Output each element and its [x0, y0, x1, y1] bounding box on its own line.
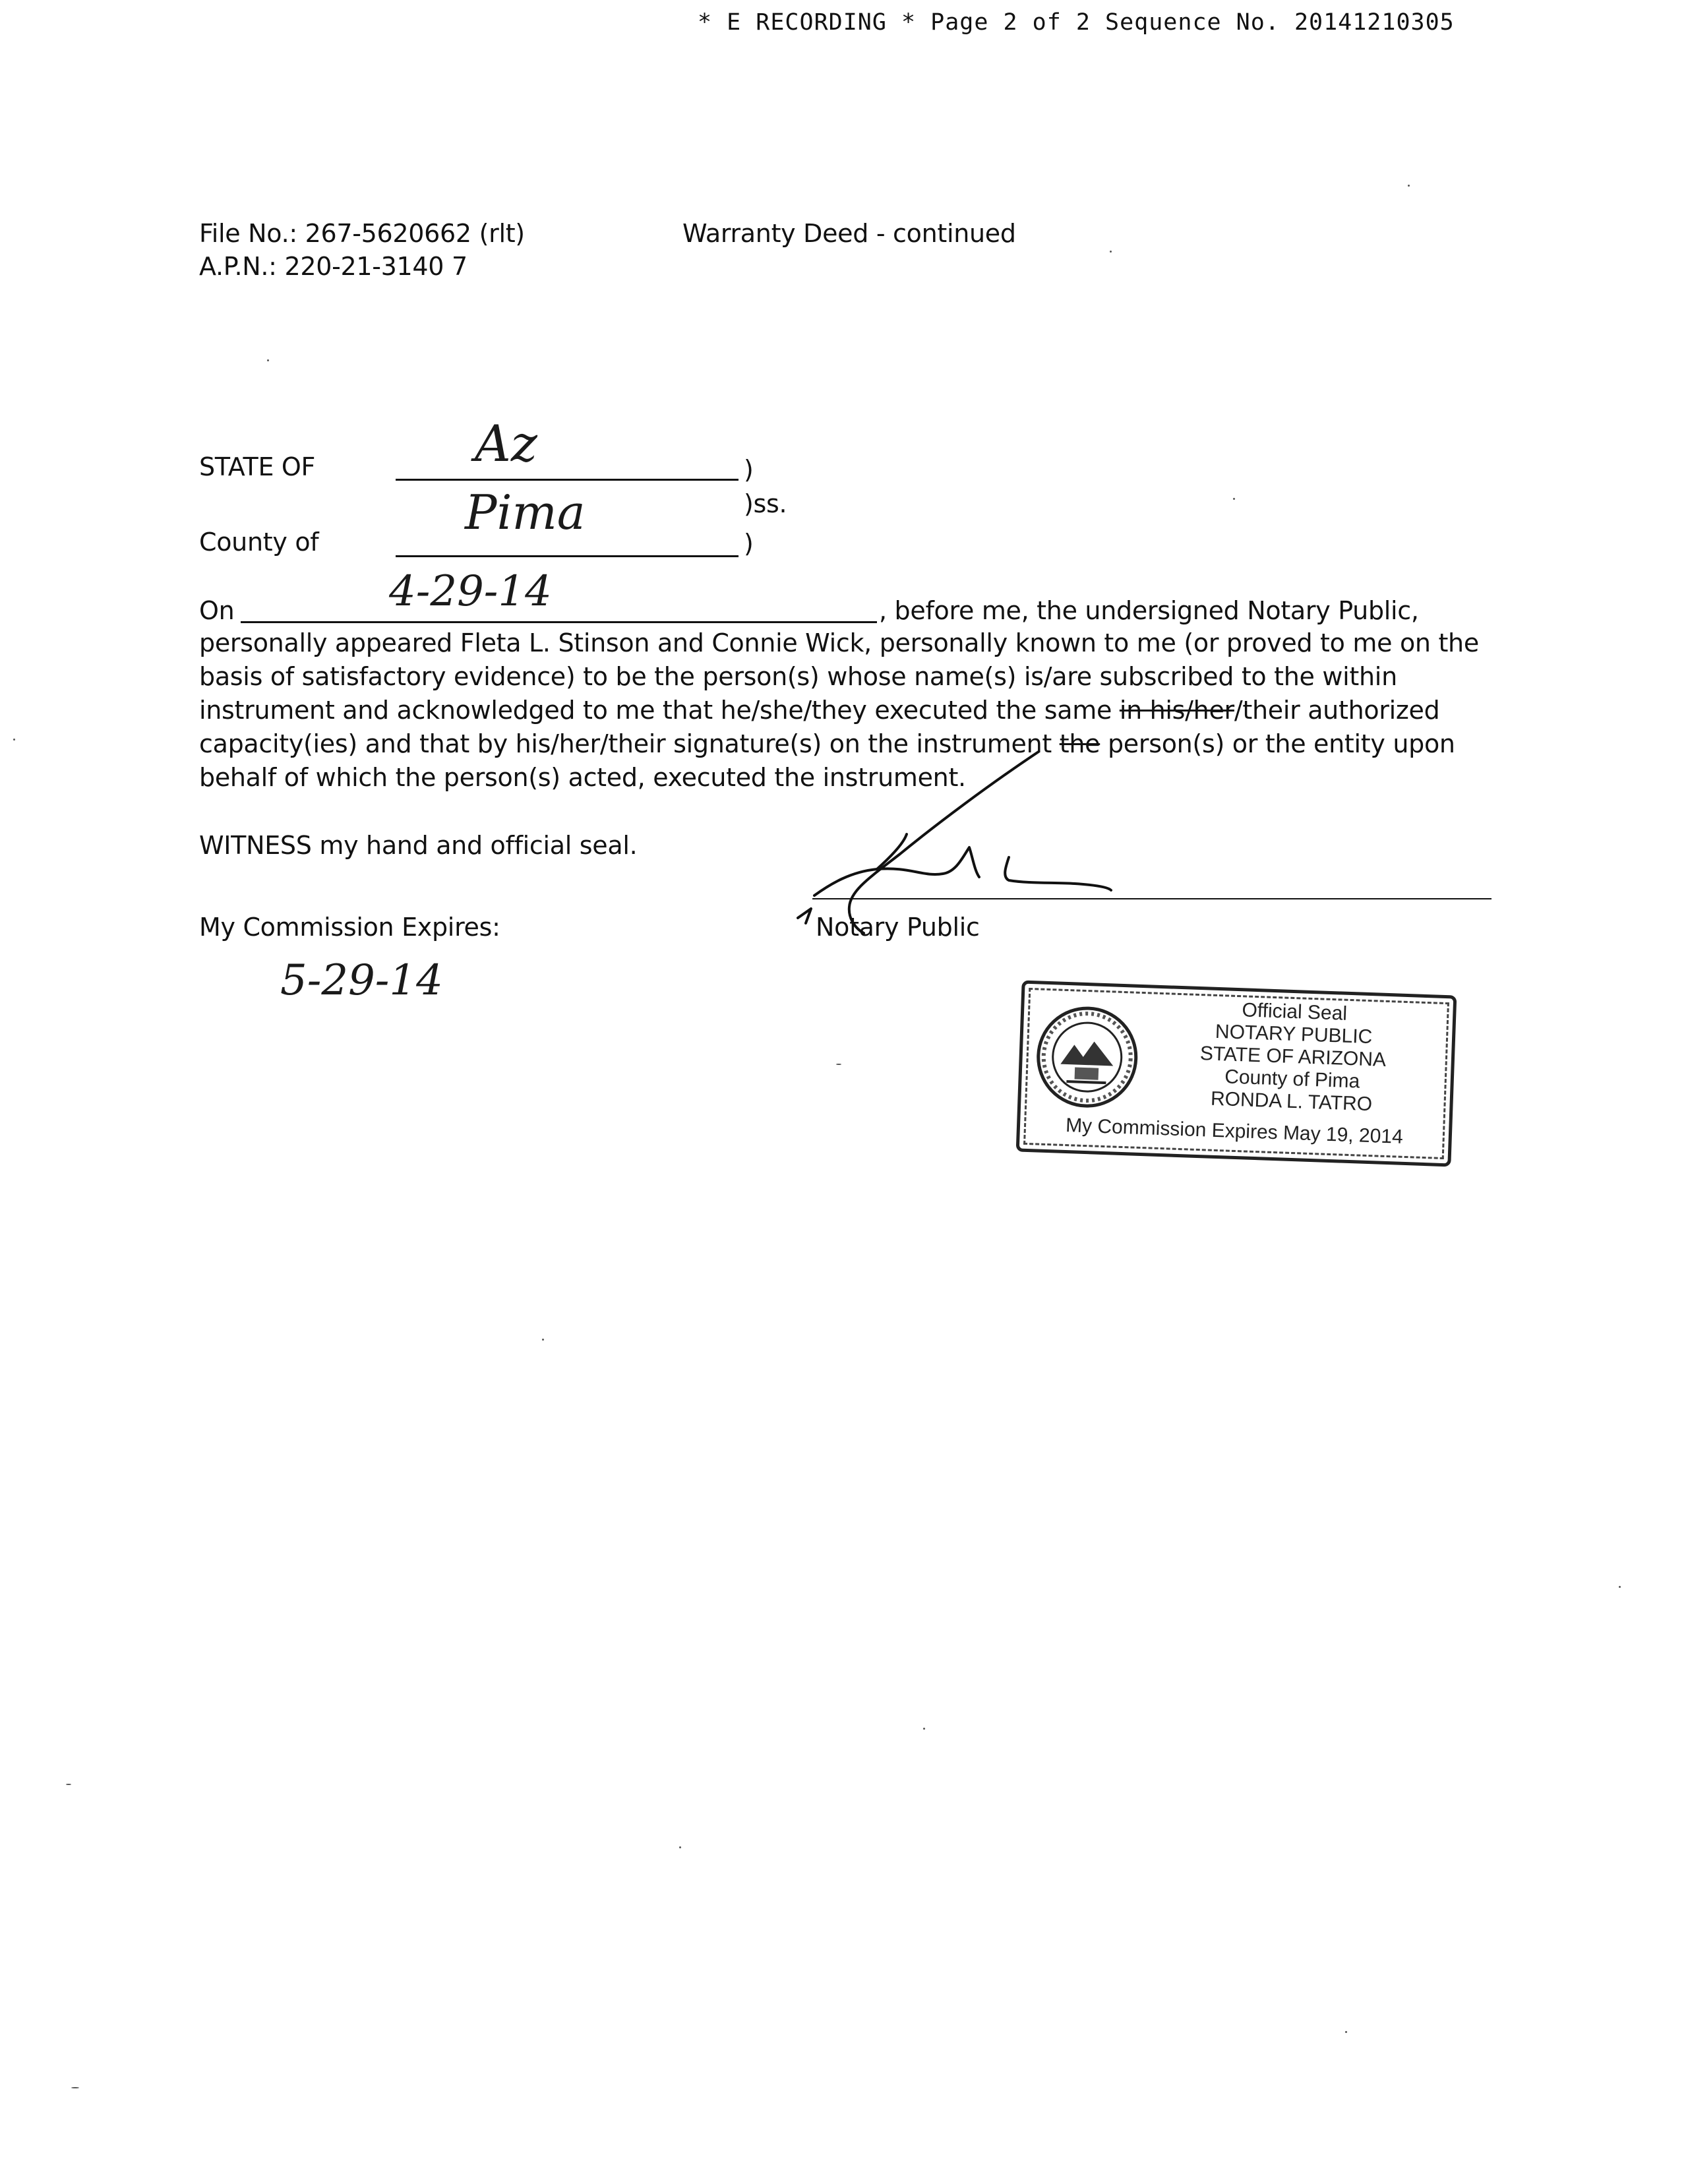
seal-line-2: NOTARY PUBLIC — [1215, 1020, 1373, 1048]
acknowledgment-line-3: basis of satisfactory evidence) to be the person(s) whose name(s) is/are subscribed to the within — [199, 662, 1397, 691]
county-handwritten-value: Pima — [465, 485, 586, 540]
county-label: County of — [199, 528, 319, 557]
acknowledgment-line-4b: /their authorized — [1234, 696, 1440, 725]
recording-header: * E RECORDING * Page 2 of 2 Sequence No. 20141210305 — [698, 9, 1455, 36]
seal-line-6: My Commission Expires May 19, 2014 — [1065, 1114, 1404, 1148]
acknowledgment-line-1-tail: , before me, the undersigned Notary Public, — [879, 596, 1419, 625]
commission-expires-label: My Commission Expires: — [199, 913, 500, 942]
scan-speck — [1233, 498, 1235, 500]
acknowledgment-line-5a: capacity(ies) and that by his/her/their signature(s) on the instrument — [199, 729, 1060, 758]
acknowledgment-line-4a: instrument and acknowledged to me that he/she/they executed the same — [199, 696, 1120, 725]
seal-line-3: STATE OF ARIZONA — [1199, 1043, 1387, 1071]
on-label: On — [199, 596, 235, 625]
acknowledgment-line-5-struck: the — [1059, 729, 1100, 758]
scan-speck — [679, 1846, 681, 1848]
acknowledgment-line-6: behalf of which the person(s) acted, executed the instrument. — [199, 763, 966, 792]
venue-ss: )ss. — [744, 489, 787, 518]
scan-speck — [1408, 185, 1410, 187]
acknowledgment-line-4-struck: in his/her — [1119, 696, 1234, 725]
seal-line-4: County of Pima — [1224, 1066, 1360, 1093]
notary-public-label: Notary Public — [816, 913, 980, 942]
scan-speck — [1345, 2031, 1347, 2033]
seal-text-block — [1146, 996, 1440, 1118]
scan-speck — [1110, 251, 1112, 253]
state-label: STATE OF — [199, 452, 316, 481]
acknowledgment-line-2: personally appeared Fleta L. Stinson and Connie Wick, personally known to me (or proved to me on the — [199, 628, 1479, 657]
scan-speck — [13, 739, 15, 741]
venue-paren-2: ) — [744, 529, 754, 558]
apn-number: A.P.N.: 220-21-3140 7 — [199, 252, 467, 281]
arizona-state-seal-icon — [1033, 1002, 1141, 1111]
seal-line-1: Official Seal — [1242, 999, 1348, 1025]
scan-speck — [71, 2087, 79, 2088]
commission-handwritten-date: 5-29-14 — [280, 956, 443, 1005]
scan-speck — [267, 359, 269, 361]
scan-speck — [542, 1339, 544, 1341]
venue-paren-1: ) — [744, 455, 754, 484]
file-number: File No.: 267-5620662 (rlt) — [199, 219, 525, 248]
state-handwritten-value: Az — [475, 414, 537, 473]
acknowledgment-handwritten-date: 4-29-14 — [389, 567, 552, 616]
seal-line-5: RONDA L. TATRO — [1210, 1087, 1373, 1116]
witness-statement: WITNESS my hand and official seal. — [199, 831, 638, 860]
scan-speck — [836, 1064, 841, 1065]
scan-speck — [66, 1784, 71, 1785]
acknowledgment-line-5b: person(s) or the entity upon — [1100, 729, 1455, 758]
notary-seal-stamp — [1016, 981, 1457, 1167]
scan-speck — [923, 1728, 925, 1730]
document-title: Warranty Deed - continued — [682, 219, 1016, 248]
scan-speck — [1619, 1586, 1621, 1588]
